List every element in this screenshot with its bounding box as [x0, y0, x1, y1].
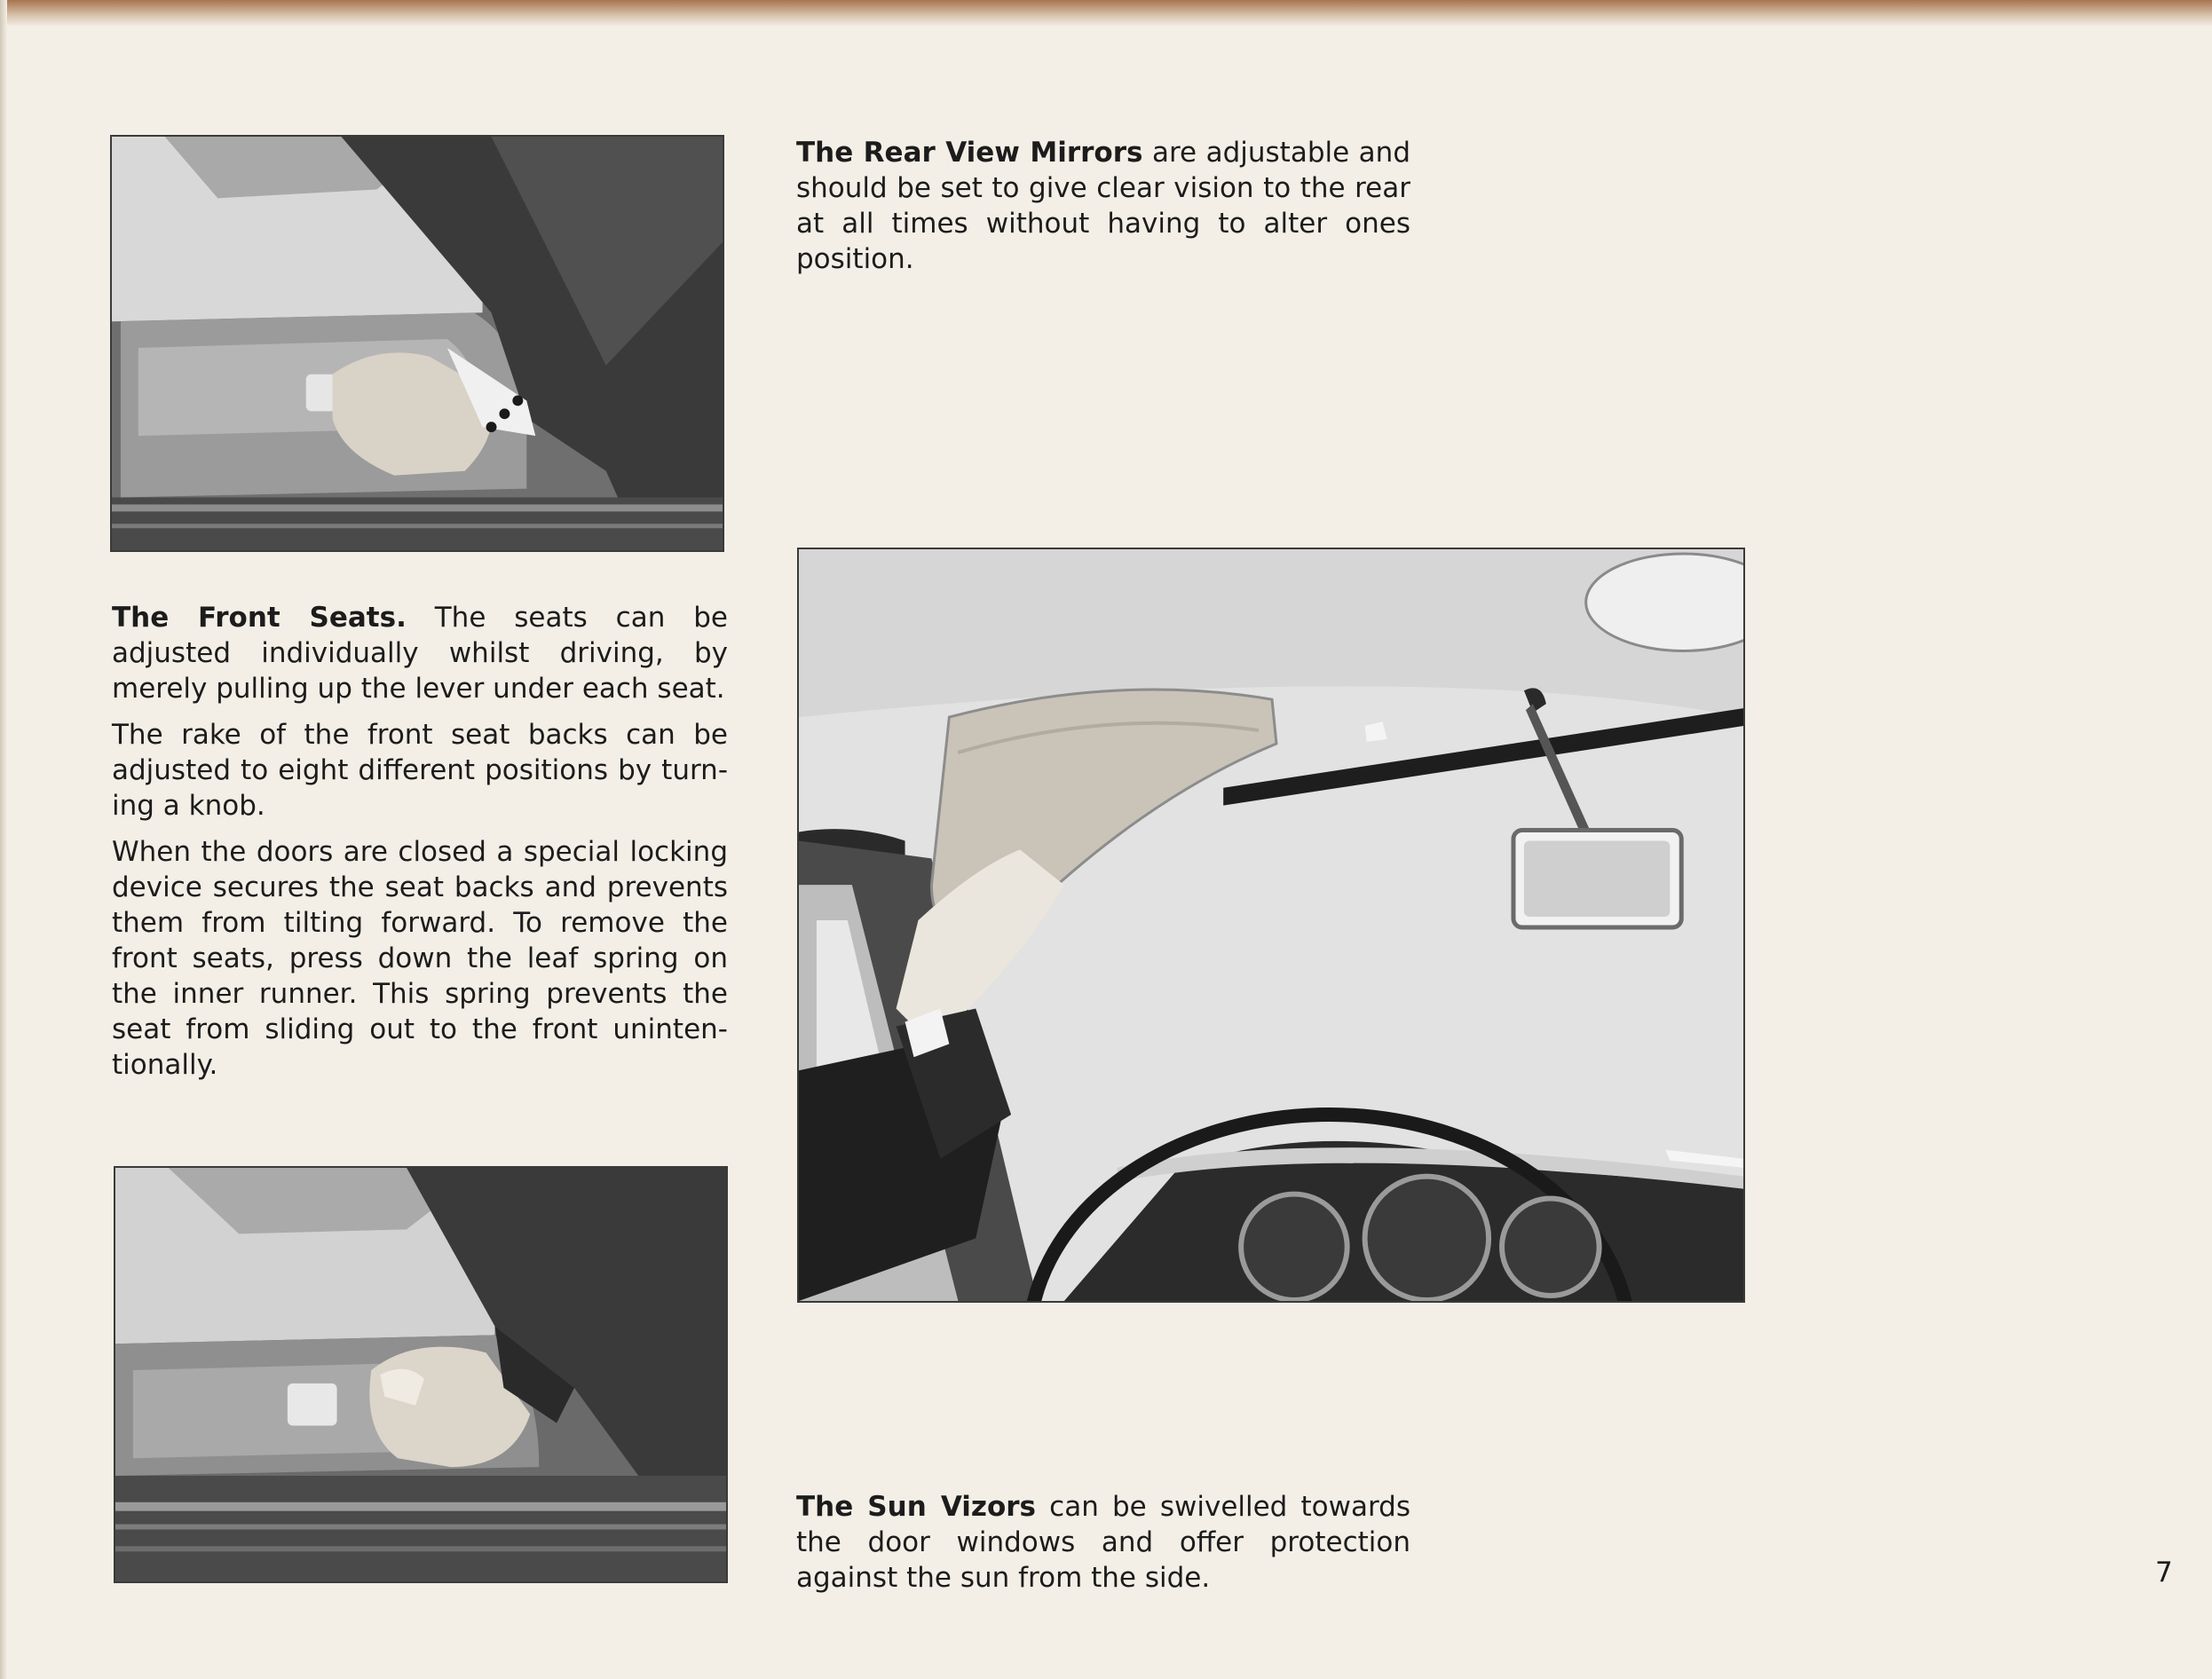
rear-mirrors-body: are adjustable and should be set to give clear vision to the rear at all times without having to alter ones position.: [796, 137, 1410, 275]
page-number: 7: [2155, 1557, 2173, 1588]
front-seats-heading: The Front Seats.: [112, 602, 407, 634]
photo-seat-lever-top: [110, 135, 724, 552]
front-seats-locking-paragraph: When the doors are closed a special locking device secures the seat backs and prevents them from tilting forward. To remove the front seats, press down the leaf spring on the inner runner. This spring prevents the seat from sliding out to the front uninten-tionally.: [112, 836, 728, 1081]
interior-photo-illustration: [799, 549, 1743, 1301]
sun-vizors-body: can be swivelled towards the door windows and offer protection against the sun from the side.: [796, 1491, 1410, 1594]
page-top-edge: [0, 0, 2212, 27]
rear-mirrors-heading: The Rear View Mirrors: [796, 137, 1143, 169]
seat-lever-photo-illustration: [112, 137, 723, 550]
rear-mirrors-text: [796, 135, 1410, 277]
page-binding-edge: [0, 0, 7, 1679]
sun-vizors-heading: The Sun Vizors: [796, 1491, 1037, 1523]
sun-vizors-text: [796, 1489, 1410, 1596]
front-seats-rake-paragraph: The rake of the front seat backs can be adjusted to eight different positions by turn-ing a knob.: [112, 719, 728, 822]
front-seats-text: [112, 600, 728, 706]
photo-sun-visor-mirror: [797, 548, 1745, 1303]
photo-seat-lever-bottom: [114, 1166, 728, 1583]
front-seats-body: The seats can be adjusted individually whilst driving, by merely pulling up the lever under each seat.: [112, 602, 728, 705]
seat-lever-lower-photo-illustration: [115, 1168, 726, 1581]
